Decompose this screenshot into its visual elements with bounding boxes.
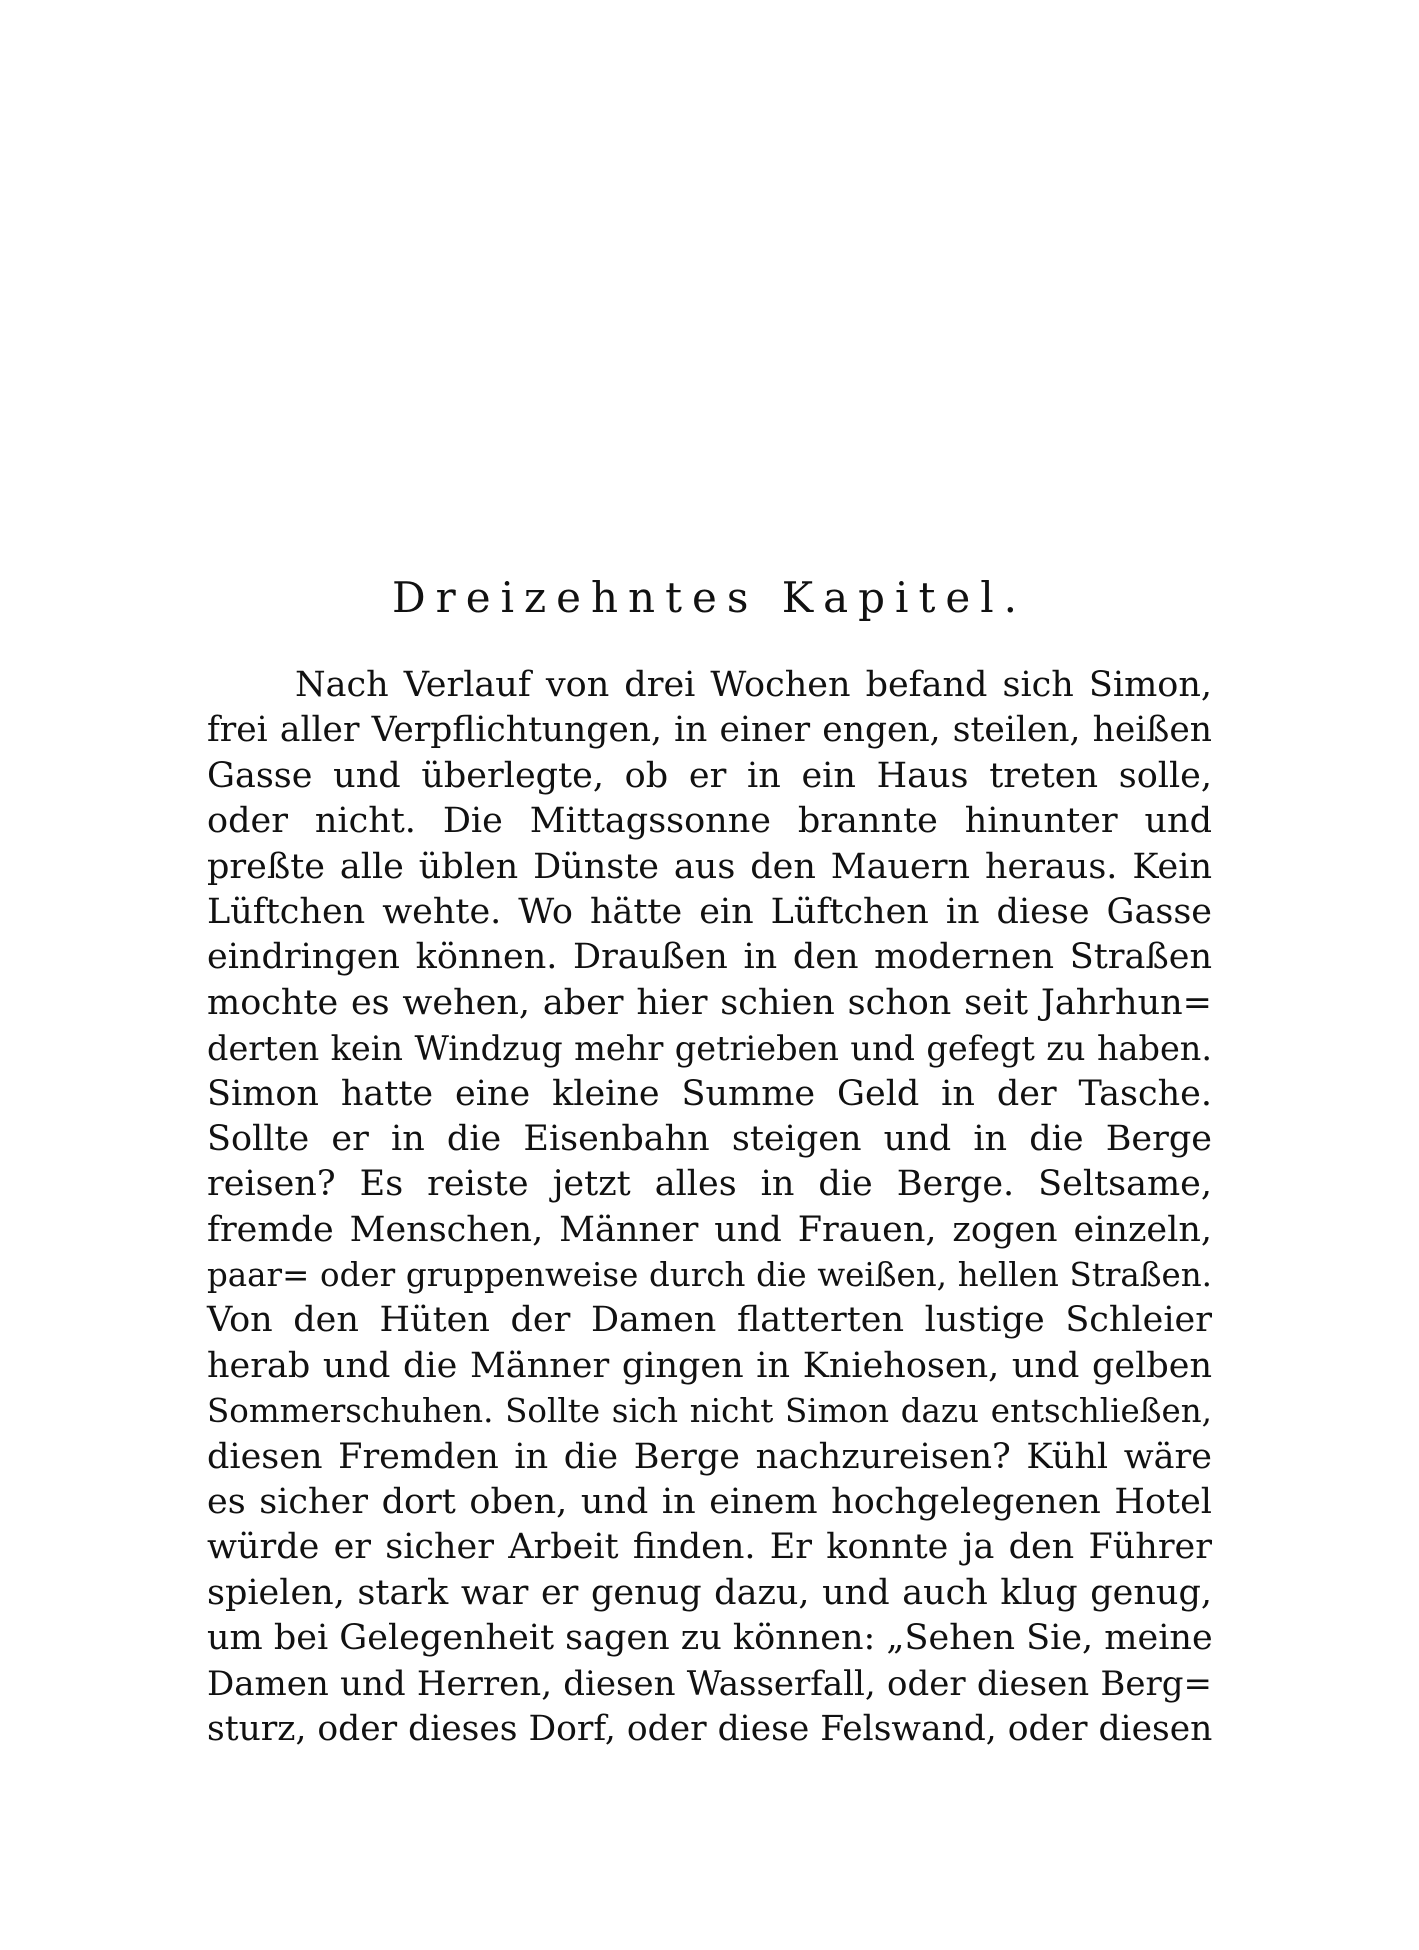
text-line: Von den Hüten der Damen flatterten lustige Schleier	[207, 1300, 1212, 1341]
text-line: es sicher dort oben, und in einem hochgelegenen Hotel	[207, 1482, 1212, 1523]
text-line: mochte es wehen, aber hier schien schon seit Jahrhun=	[207, 982, 1212, 1023]
text-line: eindringen können. Draußen in den modernen Straßen	[207, 937, 1212, 978]
text-line: um bei Gelegenheit sagen zu können: „Sehen Sie, meine	[207, 1618, 1213, 1659]
text-line: oder nicht. Die Mittagssonne brannte hinunter und	[207, 801, 1212, 842]
text-line: frei aller Verpflichtungen, in einer engen, steilen, heißen	[207, 710, 1212, 751]
text-line: Nach Verlauf von drei Wochen befand sich Simon,	[295, 665, 1212, 705]
text-line: reisen? Es reiste jetzt alles in die Berge. Seltsame,	[207, 1164, 1212, 1205]
text-line: Sommerschuhen. Sollte sich nicht Simon dazu entschließen,	[207, 1392, 1212, 1431]
chapter-title: Dreizehntes Kapitel.	[391, 573, 1027, 622]
text-line: diesen Fremden in die Berge nachzureisen? Kühl wäre	[207, 1436, 1212, 1477]
text-line: derten kein Windzug mehr getrieben und gefegt zu haben.	[207, 1029, 1212, 1069]
text-line: paar= oder gruppenweise durch die weißen, hellen Straßen.	[207, 1256, 1212, 1295]
text-line: fremde Menschen, Männer und Frauen, zogen einzeln,	[207, 1209, 1212, 1250]
text-line: Damen und Herren, diesen Wasserfall, oder diesen Berg=	[207, 1663, 1212, 1704]
text-line: Gasse und überlegte, ob er in ein Haus treten solle,	[207, 755, 1212, 796]
text-line: spielen, stark war er genug dazu, und auch klug genug,	[207, 1572, 1212, 1613]
text-line: Lüftchen wehte. Wo hätte ein Lüftchen in diese Gasse	[207, 891, 1212, 932]
chapter-text	[207, 663, 1212, 1752]
text-line: Simon hatte eine kleine Summe Geld in der Tasche.	[207, 1073, 1212, 1114]
text-line: sturz, oder dieses Dorf, oder diese Felswand, oder diesen	[207, 1708, 1213, 1749]
text-line: preßte alle üblen Dünste aus den Mauern heraus. Kein	[207, 846, 1212, 887]
text-line: würde er sicher Arbeit finden. Er konnte ja den Führer	[207, 1527, 1212, 1568]
text-line: Sollte er in die Eisenbahn steigen und in die Berge	[207, 1118, 1212, 1159]
text-line: herab und die Männer gingen in Kniehosen, und gelben	[207, 1345, 1212, 1386]
